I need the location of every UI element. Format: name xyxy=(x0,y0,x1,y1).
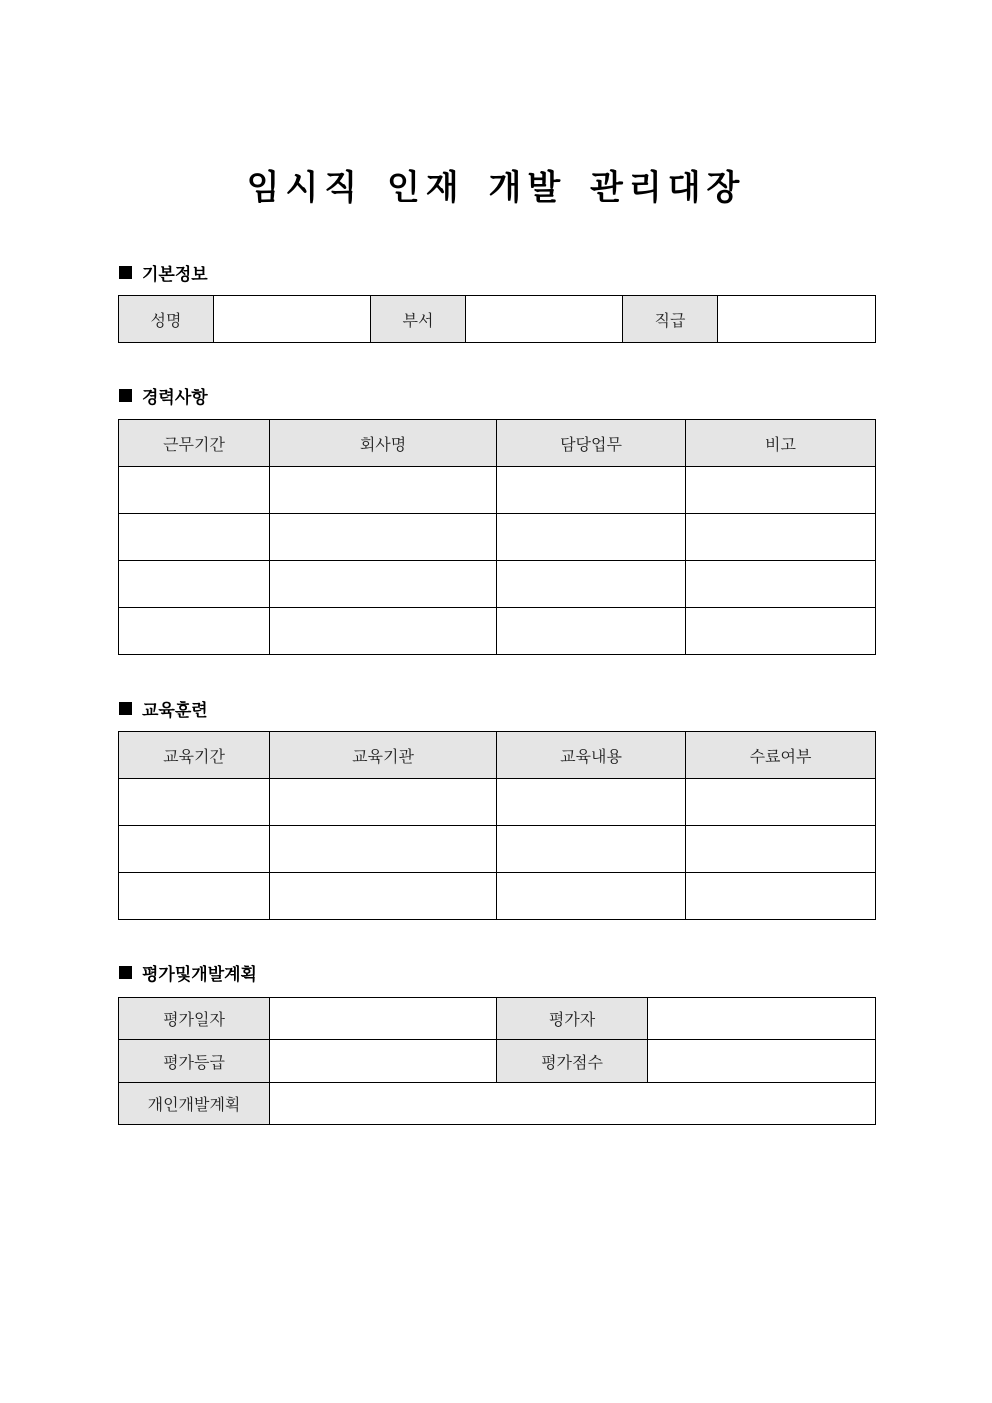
section-heading-label: 평가및개발계획 xyxy=(142,965,257,985)
table-cell[interactable] xyxy=(497,514,686,561)
table-cell[interactable] xyxy=(270,561,497,608)
basic-info-table xyxy=(118,295,876,343)
table-cell[interactable] xyxy=(270,608,497,655)
table-cell[interactable] xyxy=(686,514,876,561)
table-cell[interactable] xyxy=(497,467,686,514)
column-header: 교육기간 xyxy=(119,732,270,779)
table-header-row xyxy=(119,420,876,467)
evaluation-score-field[interactable] xyxy=(648,1040,876,1083)
development-plan-label: 개인개발계획 xyxy=(119,1083,270,1125)
training-table xyxy=(118,731,876,920)
department-label: 부서 xyxy=(371,296,466,343)
table-cell[interactable] xyxy=(119,561,270,608)
table-cell[interactable] xyxy=(686,826,876,873)
table-cell[interactable] xyxy=(497,779,686,826)
evaluation-grade-label: 평가등급 xyxy=(119,1040,270,1083)
section-heading-career xyxy=(119,383,208,408)
table-cell[interactable] xyxy=(270,467,497,514)
section-heading-label: 교육훈련 xyxy=(142,701,208,721)
table-cell[interactable] xyxy=(497,826,686,873)
table-row xyxy=(119,561,876,608)
table-cell[interactable] xyxy=(119,514,270,561)
evaluator-label: 평가자 xyxy=(497,998,648,1040)
table-cell[interactable] xyxy=(497,561,686,608)
column-header: 담당업무 xyxy=(497,420,686,467)
document-title: 임시직 인재 개발 관리대장 xyxy=(246,168,746,208)
table-row xyxy=(119,608,876,655)
square-bullet-icon xyxy=(119,702,132,715)
table-cell[interactable] xyxy=(119,873,270,920)
evaluator-field[interactable] xyxy=(648,998,876,1040)
evaluation-date-label: 평가일자 xyxy=(119,998,270,1040)
table-row xyxy=(119,826,876,873)
table-row xyxy=(119,998,876,1040)
table-cell[interactable] xyxy=(686,779,876,826)
section-heading-basic-info xyxy=(119,260,208,285)
table-cell[interactable] xyxy=(270,826,497,873)
table-cell[interactable] xyxy=(119,779,270,826)
table-row xyxy=(119,467,876,514)
column-header: 교육기관 xyxy=(270,732,497,779)
table-cell[interactable] xyxy=(497,608,686,655)
table-cell[interactable] xyxy=(119,608,270,655)
evaluation-date-field[interactable] xyxy=(270,998,497,1040)
table-cell[interactable] xyxy=(497,873,686,920)
column-header: 수료여부 xyxy=(686,732,876,779)
section-heading-label: 기본정보 xyxy=(142,265,208,285)
section-heading-evaluation xyxy=(119,960,257,985)
table-cell[interactable] xyxy=(686,561,876,608)
evaluation-grade-field[interactable] xyxy=(270,1040,497,1083)
table-row xyxy=(119,296,876,343)
column-header: 비고 xyxy=(686,420,876,467)
table-cell[interactable] xyxy=(119,826,270,873)
department-field[interactable] xyxy=(466,296,623,343)
column-header: 회사명 xyxy=(270,420,497,467)
rank-label: 직급 xyxy=(623,296,718,343)
square-bullet-icon xyxy=(119,266,132,279)
table-cell[interactable] xyxy=(686,873,876,920)
table-row xyxy=(119,1040,876,1083)
square-bullet-icon xyxy=(119,389,132,402)
career-table xyxy=(118,419,876,655)
evaluation-table xyxy=(118,997,876,1125)
table-cell[interactable] xyxy=(686,467,876,514)
section-heading-training xyxy=(119,696,208,721)
table-row xyxy=(119,873,876,920)
table-cell[interactable] xyxy=(119,467,270,514)
evaluation-score-label: 평가점수 xyxy=(497,1040,648,1083)
name-field[interactable] xyxy=(214,296,371,343)
table-cell[interactable] xyxy=(686,608,876,655)
section-heading-label: 경력사항 xyxy=(142,388,208,408)
table-header-row xyxy=(119,732,876,779)
table-cell[interactable] xyxy=(270,514,497,561)
column-header: 교육내용 xyxy=(497,732,686,779)
name-label: 성명 xyxy=(119,296,214,343)
table-row xyxy=(119,514,876,561)
table-cell[interactable] xyxy=(270,779,497,826)
column-header: 근무기간 xyxy=(119,420,270,467)
table-row xyxy=(119,1083,876,1125)
table-cell[interactable] xyxy=(270,873,497,920)
table-row xyxy=(119,779,876,826)
development-plan-field[interactable] xyxy=(270,1083,876,1125)
square-bullet-icon xyxy=(119,966,132,979)
rank-field[interactable] xyxy=(718,296,876,343)
